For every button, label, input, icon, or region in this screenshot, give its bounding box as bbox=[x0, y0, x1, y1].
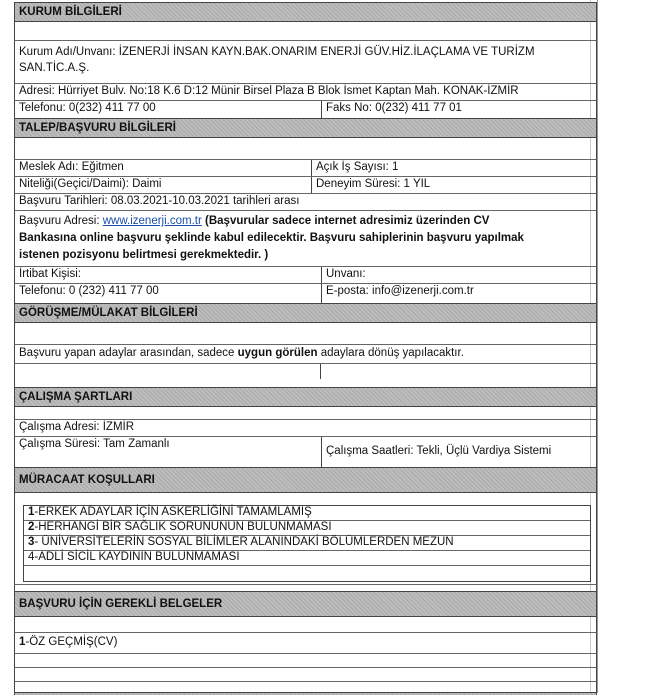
blank-row bbox=[14, 668, 597, 682]
gorusme-text bbox=[15, 345, 596, 363]
gorusme-text-post: adaylara dönüş yapılacaktır. bbox=[317, 347, 464, 359]
item-text: -ÖZ GEÇMİŞ(CV) bbox=[25, 636, 118, 648]
talep-eposta: E-posta: info@izenerji.com.tr bbox=[321, 284, 596, 303]
section-gorusme-header bbox=[14, 303, 597, 323]
kurum-adi-line2: SAN.TİC.A.Ş. bbox=[19, 62, 90, 74]
page-edge-rule-outer bbox=[597, 0, 598, 693]
section-title: BAŞVURU İÇİN GEREKLİ BELGELER bbox=[19, 598, 223, 610]
gorusme-text-bold: uygun görülen bbox=[237, 347, 318, 359]
gorusme-blank-row bbox=[14, 364, 597, 379]
item-text: 4-ADLİ SİCİL KAYDININ BULUNMAMASI bbox=[28, 551, 240, 563]
blank-row bbox=[14, 682, 597, 692]
niteligi: Niteliği(Geçici/Daimi): Daimi bbox=[19, 178, 162, 190]
item-number: 1 bbox=[28, 506, 35, 518]
basvuru-note-line3: istenen pozisyonu belirtmesi gerekmektedir. ) bbox=[19, 249, 269, 261]
item-number: 3 bbox=[28, 536, 35, 548]
talep-telefon: Telefonu: 0 (232) 411 77 00 bbox=[19, 285, 159, 297]
item-number: 1 bbox=[19, 636, 26, 648]
belge-row bbox=[14, 633, 597, 654]
item-text: - ÜNİVERSİTELERİN SOSYAL BİLİMLER ALANINDAKİ BÖLÜMLERDEN MEZUN bbox=[34, 536, 454, 548]
section-title: GÖRÜŞME/MÜLAKAT BİLGİLERİ bbox=[19, 307, 198, 319]
blank-row bbox=[14, 138, 597, 160]
meslek-adi: Meslek Adı: Eğitmen bbox=[19, 161, 124, 173]
talep-adres-row bbox=[14, 211, 597, 267]
muracaat-container-row bbox=[14, 493, 597, 585]
kurum-adres: Adresi: Hürriyet Bulv. No:18 K.6 D:12 Münir Birsel Plaza B Blok İsmet Kaptan Mah. KONAK-İZMİR bbox=[19, 85, 519, 97]
kurum-telefon-row bbox=[14, 101, 597, 118]
deneyim-suresi: Deneyim Süresi: 1 YIL bbox=[311, 177, 596, 193]
section-title: TALEP/BAŞVURU BİLGİLERİ bbox=[19, 122, 176, 134]
basvuru-website-link[interactable]: www.izenerji.com.tr bbox=[102, 215, 202, 227]
muracaat-list bbox=[23, 505, 591, 582]
blank-row bbox=[14, 323, 597, 345]
belge-item bbox=[15, 633, 596, 653]
basvuru-note-line2: Bankasına online başvuru şeklinde kabul edilecektir. Başvuru sahiplerinin başvuru yapılmak bbox=[19, 232, 524, 244]
kurum-faks: Faks No: 0(232) 411 77 01 bbox=[321, 101, 596, 118]
basvuru-note-line1: (Başvurular sadece internet adresimiz üzerinden CV bbox=[205, 215, 490, 227]
blank-row bbox=[14, 407, 597, 420]
kurum-telefon: Telefonu: 0(232) 411 77 00 bbox=[19, 102, 156, 114]
muracaat-item bbox=[24, 506, 590, 521]
gorusme-text-row bbox=[14, 345, 597, 364]
talep-meslek-row bbox=[14, 160, 597, 177]
irtibat-kisisi: İrtibat Kişisi: bbox=[19, 268, 81, 280]
muracaat-item-blank bbox=[24, 566, 590, 581]
section-title: ÇALIŞMA ŞARTLARI bbox=[19, 391, 133, 403]
unvani: Unvanı: bbox=[321, 267, 596, 283]
talep-nitelik-row bbox=[14, 177, 597, 194]
acik-is-sayisi: Açık İş Sayısı: 1 bbox=[311, 160, 596, 176]
basvuru-tarihleri: Başvuru Tarihleri: 08.03.2021-10.03.2021 tarihleri arası bbox=[19, 195, 300, 207]
blank-row bbox=[14, 617, 597, 633]
section-title: MÜRACAAT KOŞULLARI bbox=[19, 474, 155, 486]
calisma-saatleri: Çalışma Saatleri: Tekli, Üçlü Vardiya Sistemi bbox=[321, 437, 596, 467]
section-title: KURUM BİLGİLERİ bbox=[19, 6, 122, 18]
kurum-adres-row bbox=[14, 84, 597, 101]
muracaat-item bbox=[24, 551, 590, 566]
spacer-row bbox=[14, 379, 597, 387]
kurum-adi-row bbox=[14, 41, 597, 84]
section-muracaat-header bbox=[14, 467, 597, 493]
basvuru-adresi-label: Başvuru Adresi: bbox=[19, 215, 100, 227]
blank-row bbox=[14, 22, 597, 41]
section-belgeler-header bbox=[14, 591, 597, 617]
muracaat-item bbox=[24, 536, 590, 551]
blank-row bbox=[14, 654, 597, 668]
item-text: -HERHANGİ BİR SAĞLIK SORUNUNUN BULUNMAMASI bbox=[34, 521, 332, 533]
gorusme-text-pre: Başvuru yapan adaylar arasından, sadece bbox=[19, 347, 238, 359]
section-calisma-header bbox=[14, 387, 597, 407]
calisma-adresi: Çalışma Adresi: İZMİR bbox=[19, 421, 135, 433]
section-talep-header bbox=[14, 118, 597, 138]
calisma-suresi: Çalışma Süresi: Tam Zamanlı bbox=[19, 438, 170, 450]
kurum-adi-line1: İZENERJİ İNSAN KAYN.BAK.ONARIM ENERJİ GÜV.HİZ.İLAÇLAMA VE TURİZM bbox=[118, 46, 535, 58]
item-text: -ERKEK ADAYLAR İÇİN ASKERLİĞİNİ TAMAMLAMIŞ bbox=[34, 506, 312, 518]
calisma-sure-row bbox=[14, 437, 597, 467]
talep-iletisim-row bbox=[14, 284, 597, 303]
section-kurum-header bbox=[14, 2, 597, 22]
blank-cell bbox=[15, 364, 321, 379]
talep-irtibat-row bbox=[14, 267, 597, 284]
muracaat-item bbox=[24, 521, 590, 536]
kurum-adi-label: Kurum Adı/Unvanı: bbox=[19, 46, 116, 58]
calisma-adres-row bbox=[14, 420, 597, 437]
item-number: 2 bbox=[28, 521, 35, 533]
talep-tarih-row bbox=[14, 194, 597, 211]
